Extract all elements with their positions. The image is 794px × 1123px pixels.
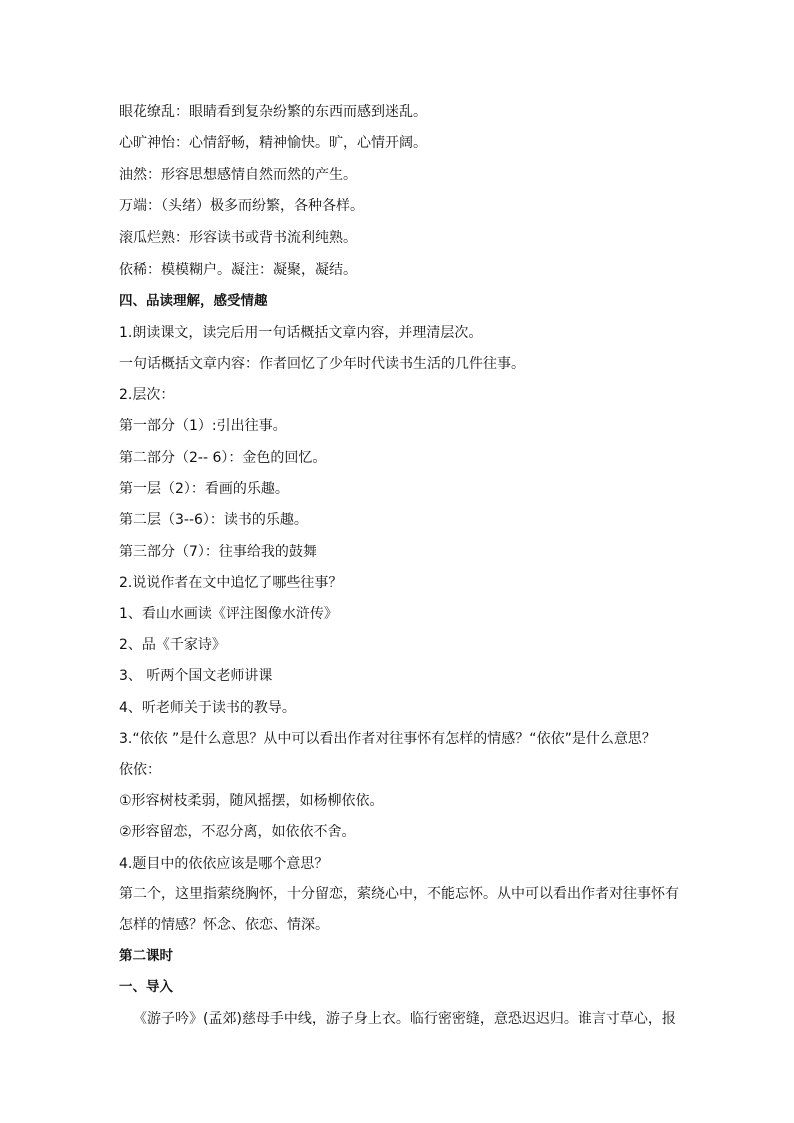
summary-line: 一句话概括文章内容：作者回忆了少年时代读书生活的几件往事。 (119, 356, 525, 372)
question-4: 4.题目中的依依应该是哪个意思？ (119, 856, 329, 872)
structure-heading: 2.层次： (119, 387, 175, 403)
vocab-line-4: 万端：（头绪）极多而纷繁，各种各样。 (119, 198, 364, 214)
answer-line-1: 第二个，这里指萦绕胸怀，十分留恋，萦绕心中，不能忘怀。从中可以看出作者对往事怀有 (119, 886, 679, 902)
event-2: 2、品《千家诗》 (119, 637, 226, 653)
part-2: 第二部分（2-- 6）：金色的回忆。 (119, 450, 327, 466)
layer-1: 第一层（2）：看画的乐趣。 (119, 481, 289, 497)
vocab-line-5: 滚瓜烂熟：形容读书或背书流利纯熟。 (119, 230, 357, 246)
layer-2: 第二层（3--6）：读书的乐趣。 (119, 512, 308, 528)
vocab-line-1: 眼花缭乱：眼睛看到复杂纷繁的东西而感到迷乱。 (119, 104, 427, 120)
meaning-1: ①形容树枝柔弱，随风摇摆，如杨柳依依。 (119, 793, 384, 809)
section-heading-4: 四、品读理解，感受情趣 (119, 293, 268, 309)
event-4: 4、听老师关于读书的教导。 (119, 700, 296, 716)
intro-heading: 一、导入 (119, 979, 173, 995)
question-2: 2.说说作者在文中追忆了哪些往事？ (119, 575, 343, 591)
question-1: 1.朗读课文，读完后用一句话概括文章内容，并理清层次。 (119, 325, 483, 341)
vocab-line-6: 依稀：模模糊户。凝注：凝聚，凝结。 (119, 262, 357, 278)
part-1: 第一部分（1）:引出往事。 (119, 418, 287, 434)
answer-line-2: 怎样的情感？怀念、依恋、情深。 (119, 917, 329, 933)
yiyi-label: 依依： (119, 762, 161, 778)
lesson-2-heading: 第二课时 (119, 948, 173, 964)
meaning-2: ②形容留恋，不忍分离，如依依不舍。 (119, 824, 356, 840)
vocab-line-2: 心旷神怡：心情舒畅，精神愉快。旷，心情开阔。 (119, 135, 427, 151)
vocab-line-3: 油然：形容思想感情自然而然的产生。 (119, 167, 357, 183)
poem-line: 《游子吟》(孟郊)慈母手中线，游子身上衣。临行密密缝，意恐迟迟归。谁言寸草心，报 (133, 1011, 676, 1027)
event-1: 1、看山水画读《评注图像水浒传》 (119, 606, 338, 622)
part-3: 第三部分（7）：往事给我的鼓舞 (119, 544, 317, 560)
event-3: 3、 听两个国文老师讲课 (119, 668, 273, 684)
question-3: 3.“依依 ”是什么意思？从中可以看出作者对往事怀有怎样的情感？“依依”是什么意思？ (119, 731, 656, 747)
